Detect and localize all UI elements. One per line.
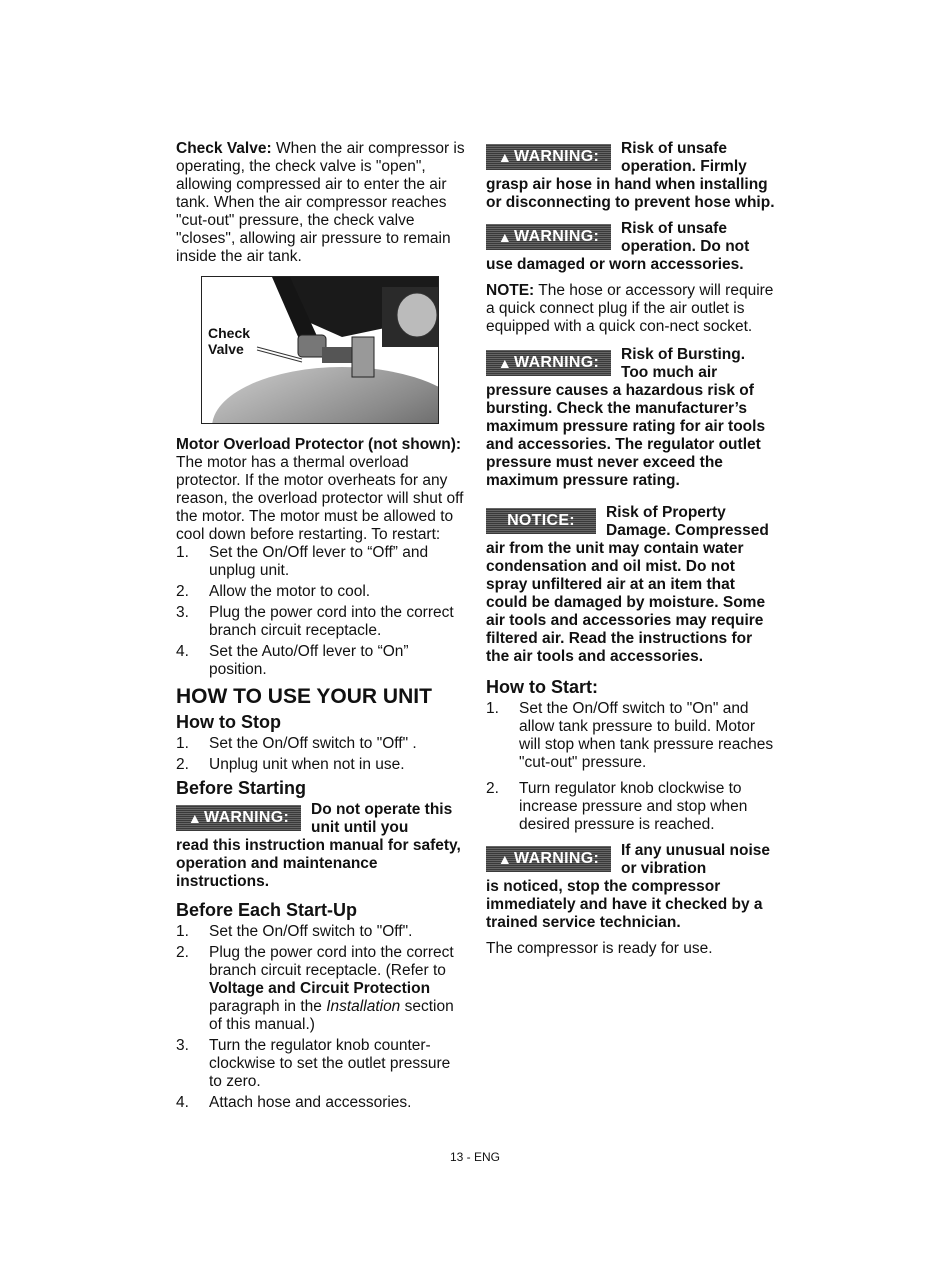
motor-overload-paragraph — [176, 436, 466, 544]
restart-steps — [176, 544, 466, 679]
warning-badge — [486, 350, 611, 376]
warning-head: Risk of unsafe operation. Do not — [621, 220, 750, 255]
badge-label: WARNING: — [514, 228, 600, 245]
list-item — [176, 923, 466, 941]
list-item — [176, 604, 466, 640]
warning-body: use damaged or worn accessories. — [486, 256, 744, 273]
warning-body: is noticed, stop the compressor immediately and have it checked by a trained service technician. — [486, 878, 763, 931]
check-valve-photo — [201, 276, 439, 424]
warning-head: If any unusual noise or vibration — [621, 842, 770, 877]
warning-block — [486, 220, 776, 274]
warning-badge — [486, 846, 611, 872]
step-text: Set the On/Off lever to “Off” and unplug unit. — [209, 544, 429, 579]
list-item — [176, 735, 466, 753]
check-valve-callout — [208, 325, 250, 357]
step-text: Unplug unit when not in use. — [209, 756, 405, 773]
step-text-bold: Voltage and Circuit Protection — [209, 980, 431, 997]
badge-label: WARNING: — [514, 850, 600, 867]
warning-block — [176, 801, 466, 891]
step-number: 1. — [486, 700, 499, 717]
step-text: Set the On/Off switch to "On" and allow tank pressure to build. Motor will stop when tank pressure reaches "cut-out" pressure. — [519, 700, 774, 771]
step-text-italic: Installation — [326, 998, 401, 1015]
warning-body: read this instruction manual for safety, operation and maintenance instructions. — [176, 837, 461, 890]
step-number: 1. — [176, 544, 189, 561]
note-body: The hose or accessory will require a quick connect plug if the air outlet is equipped with a quick con-nect socket. — [486, 282, 774, 335]
list-item — [176, 544, 466, 580]
callout-line-2: Valve — [208, 341, 244, 357]
warning-head: Risk of unsafe operation. Firmly — [621, 140, 747, 175]
warning-block — [486, 140, 776, 212]
startup-steps — [176, 923, 466, 1112]
step-number: 4. — [176, 1094, 189, 1111]
warning-triangle-icon: ▲ — [187, 810, 203, 826]
list-item — [176, 643, 466, 679]
check-valve-body: When the air compressor is operating, the check valve is "open", allowing compressed air to enter the air tank. When the air compressor reaches "cut-out" pressure, the check valve "closes", allowing air pressure to remain inside the air tank. — [176, 140, 465, 265]
step-text: Turn regulator knob clockwise to increase pressure and stop when desired pressure is reached. — [519, 780, 748, 833]
list-item — [176, 583, 466, 601]
motor-overload-title: Motor Overload Protector (not shown): — [176, 436, 462, 453]
step-text: Set the Auto/Off lever to “On” position. — [209, 643, 409, 678]
section-heading: HOW TO USE YOUR UNIT — [176, 685, 432, 708]
step-number: 3. — [176, 1037, 189, 1054]
check-valve-paragraph — [176, 140, 466, 266]
step-text: Allow the motor to cool. — [209, 583, 371, 600]
list-item — [176, 1037, 466, 1091]
warning-triangle-icon: ▲ — [497, 355, 513, 371]
left-column — [176, 140, 466, 1115]
check-valve-title: Check Valve: — [176, 140, 272, 157]
list-item — [176, 944, 466, 1034]
right-column — [486, 140, 776, 958]
note-label: NOTE: — [486, 282, 535, 299]
warning-triangle-icon: ▲ — [497, 229, 513, 245]
step-text: section of this manual.) — [209, 998, 454, 1033]
warning-block — [486, 842, 776, 932]
warning-badge — [486, 144, 611, 170]
step-text: Set the On/Off switch to "Off" . — [209, 735, 417, 752]
warning-triangle-icon: ▲ — [497, 851, 513, 867]
before-each-heading: Before Each Start-Up — [176, 900, 358, 920]
step-number: 3. — [176, 604, 189, 621]
step-number: 1. — [176, 923, 189, 940]
notice-block — [486, 504, 776, 666]
warning-block — [486, 346, 776, 490]
start-steps — [486, 700, 776, 834]
step-text: Attach hose and accessories. — [209, 1094, 412, 1111]
step-number: 2. — [176, 944, 189, 961]
how-to-start-heading: How to Start: — [486, 677, 598, 697]
step-text: Plug the power cord into the correct branch circuit receptacle. — [209, 604, 454, 639]
list-item — [486, 700, 776, 772]
motor-overload-body: The motor has a thermal overload protector. If the motor overheats for any reason, the overload protector will shut off the motor. The motor must be allowed to cool down before restarting. To restart: — [176, 454, 464, 543]
list-item — [176, 756, 466, 774]
step-number: 4. — [176, 643, 189, 660]
warning-body: grasp air hose in hand when installing or disconnecting to prevent hose whip. — [486, 176, 775, 211]
list-item — [486, 780, 776, 834]
step-number: 2. — [176, 583, 189, 600]
badge-label: WARNING: — [514, 148, 600, 165]
step-text: Set the On/Off switch to "Off". — [209, 923, 413, 940]
badge-label: WARNING: — [204, 809, 290, 826]
ready-text: The compressor is ready for use. — [486, 940, 713, 957]
notice-badge — [486, 508, 596, 534]
step-number: 1. — [176, 735, 189, 752]
notice-head: Risk of Property Damage. Compressed — [606, 504, 769, 539]
page-number: 13 - ENG — [449, 1150, 500, 1164]
step-text: Turn the regulator knob counter-clockwise to set the outlet pressure to zero. — [209, 1037, 451, 1090]
step-text: paragraph in the — [209, 998, 327, 1015]
how-to-stop-heading: How to Stop — [176, 712, 281, 732]
step-text: Plug the power cord into the correct branch circuit receptacle. (Refer to — [209, 944, 454, 979]
stop-steps — [176, 735, 466, 774]
step-number: 2. — [486, 780, 499, 797]
callout-line-1: Check — [208, 325, 251, 341]
note-paragraph — [486, 282, 776, 336]
warning-badge — [176, 805, 301, 831]
before-starting-heading: Before Starting — [176, 778, 307, 798]
warning-badge — [486, 224, 611, 250]
step-number: 2. — [176, 756, 189, 773]
badge-label: WARNING: — [514, 354, 600, 371]
warning-head: Do not operate this unit until you — [311, 801, 453, 836]
warning-body: pressure causes a hazardous risk of bursting. Check the manufacturer’s maximum pressure rating for air tools and accessories. The regulator outlet pressure must never exceed the maximum pressure rating. — [486, 382, 766, 489]
list-item — [176, 1094, 466, 1112]
notice-body: air from the unit may contain water condensation and oil mist. Do not spray unfiltered air at an item that could be damaged by moisture. Some air tools and accessories may require filtered air. Read the instructions for the air tools and accessories. — [486, 540, 766, 665]
warning-head: Risk of Bursting. Too much air — [621, 346, 746, 381]
warning-triangle-icon: ▲ — [497, 149, 513, 165]
badge-label: NOTICE: — [507, 512, 575, 529]
